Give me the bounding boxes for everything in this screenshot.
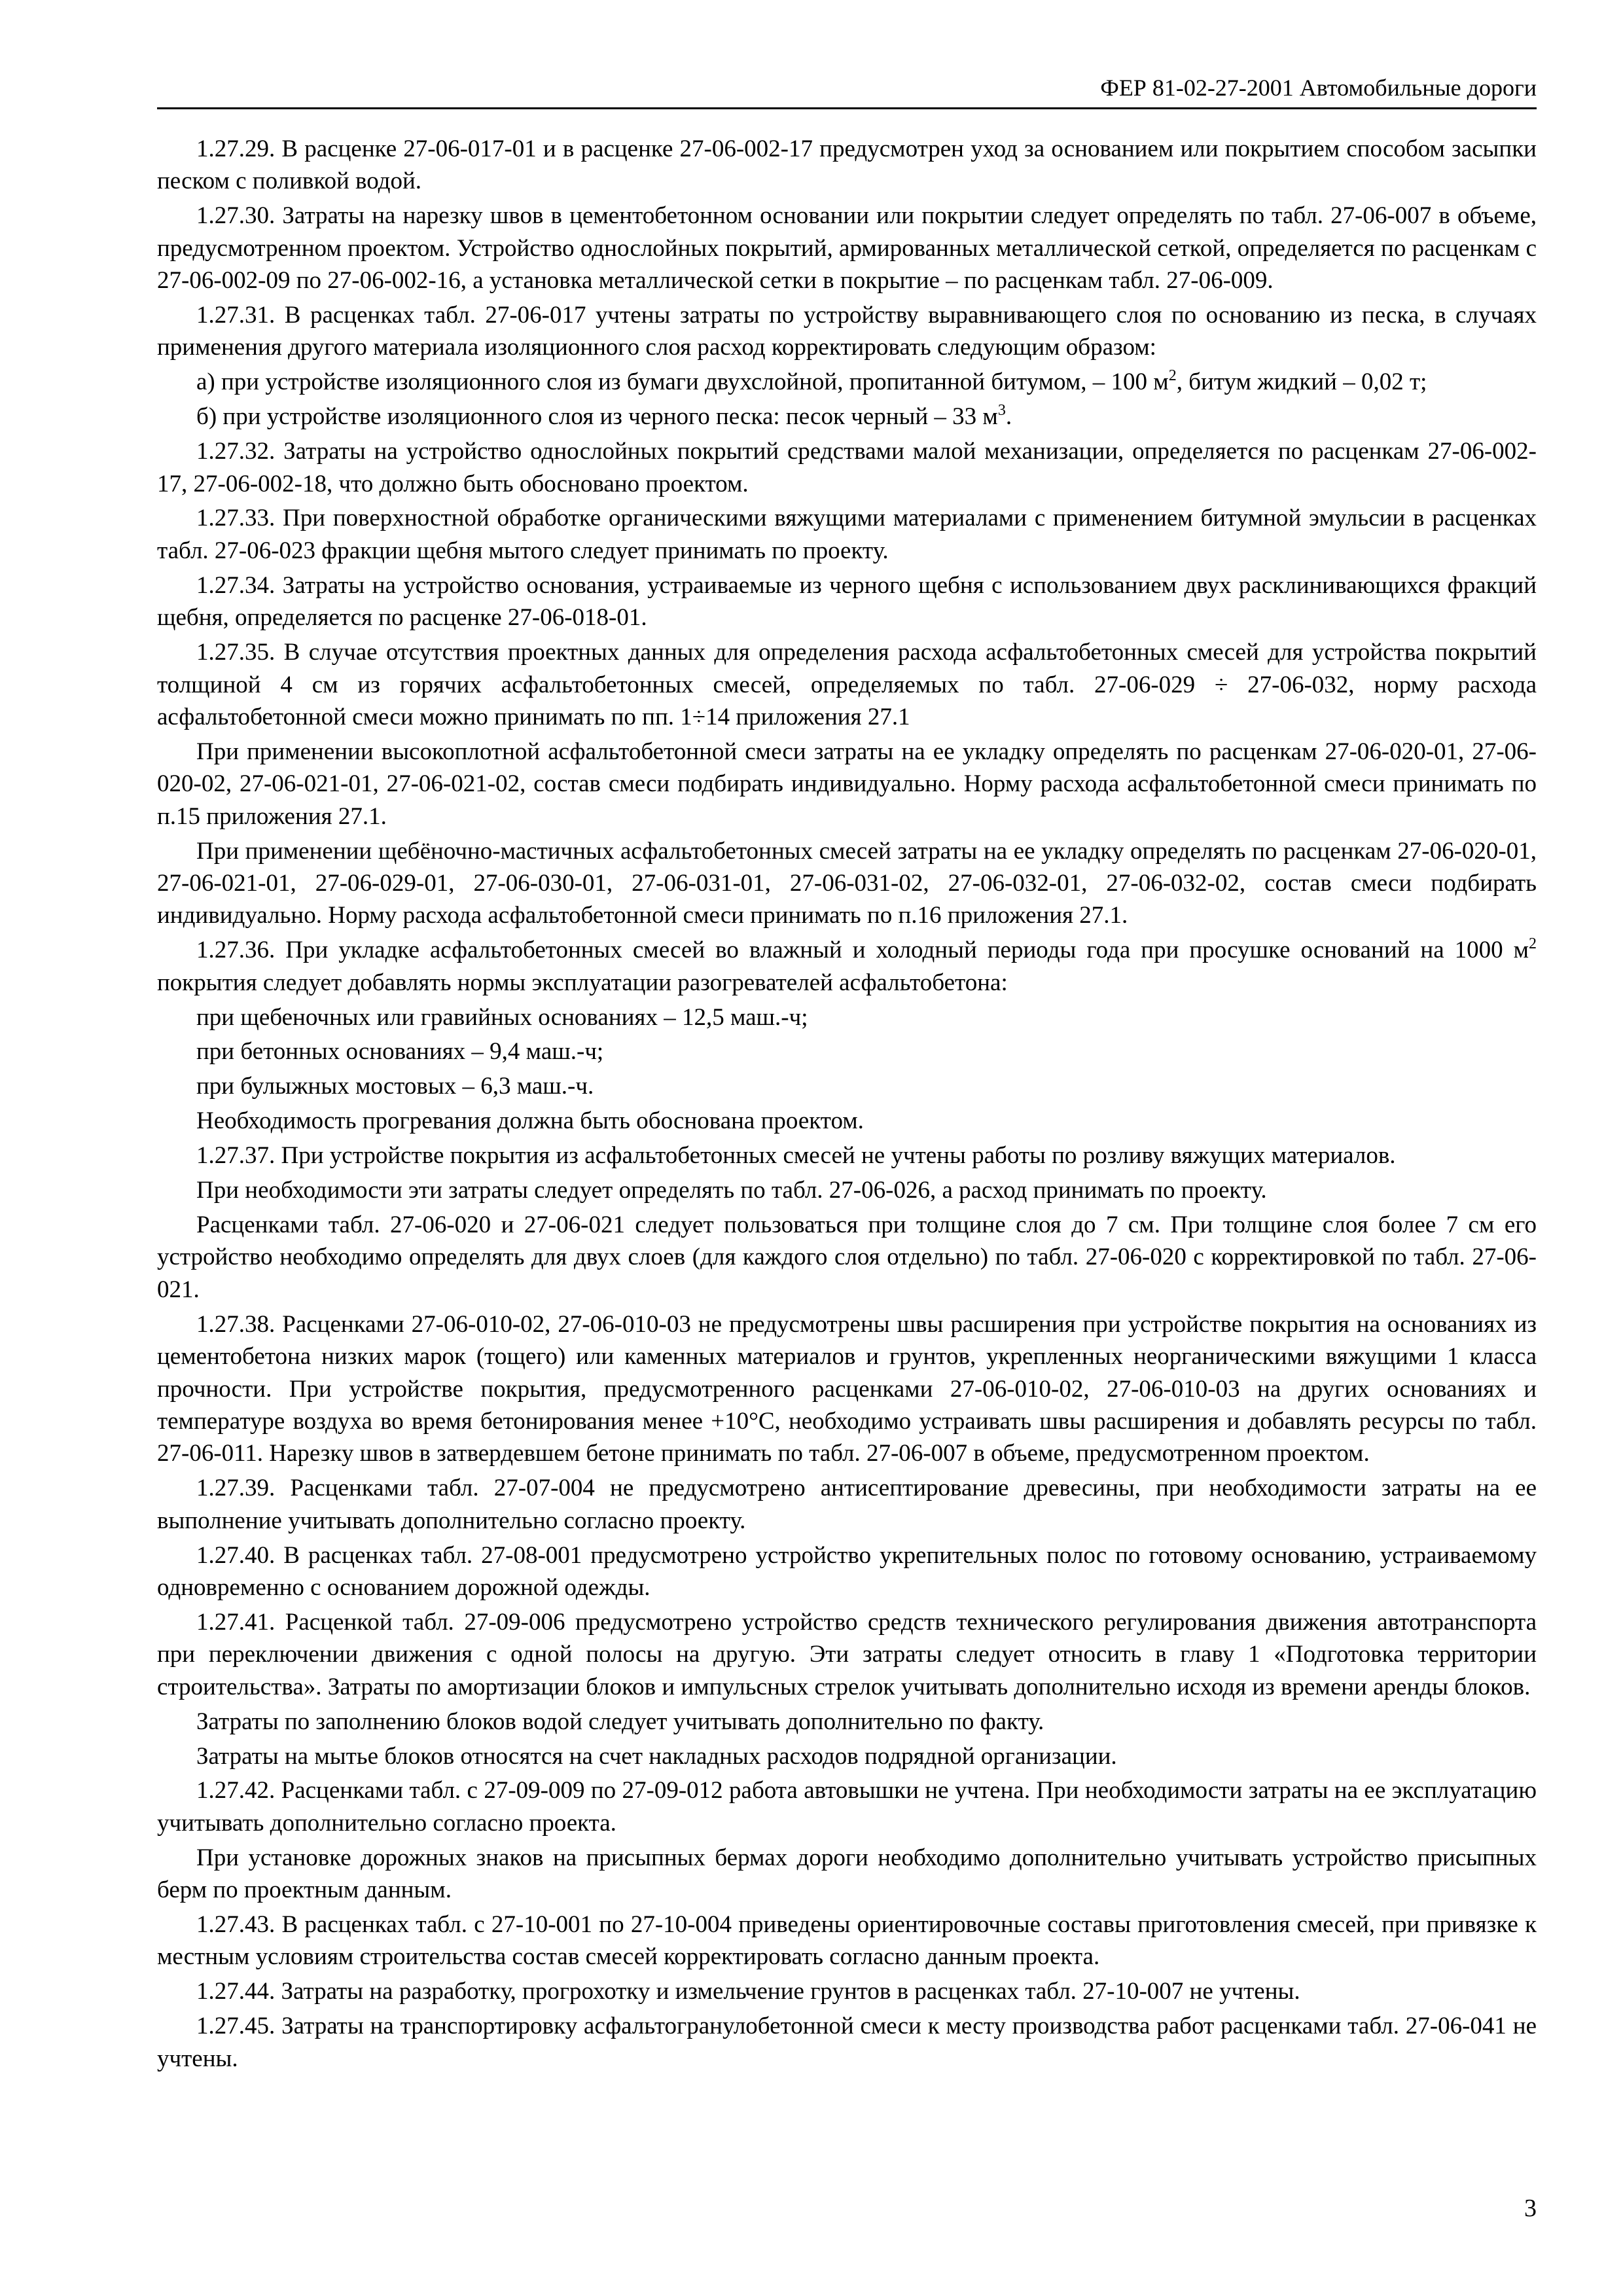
superscript: 2 — [1529, 935, 1537, 953]
paragraph: 1.27.36. При укладке асфальтобетонных смесей во влажный и холодный периоды года при просушке оснований на 1000 $м^2$ покрытия следует добавлять нормы эксплуатации разогревателей асфальтобетона: — [157, 935, 1537, 996]
paragraph: б) при устройстве изоляционного слоя из черного песка: песок черный – 33 $м^3$. — [196, 402, 1012, 431]
paragraph: при булыжных мостовых – 6,3 маш.-ч. — [196, 1073, 594, 1100]
paragraph: 1.27.39. Расценками табл. 27-07-004 не предусмотрено антисептирование древесины, при необходимости затраты на ее выполнение учитывать дополнительно согласно проекту. — [157, 1475, 1537, 1534]
paragraph: При необходимости эти затраты следует определять по табл. 27-06-026, а расход принимать по проекту. — [196, 1177, 1267, 1204]
paragraph: 1.27.37. При устройстве покрытия из асфальтобетонных смесей не учтены работы по розливу вяжущих материалов. — [196, 1142, 1396, 1170]
paragraph: 1.27.31. В расценках табл. 27-06-017 учтены затраты по устройству выравнивающего слоя по основанию из песка, в случаях применения другого материала изоляционного слоя расход корректировать следующим образом: — [157, 302, 1537, 361]
document-header-title: ФЕР 81-02-27-2001 Автомобильные дороги — [1100, 75, 1537, 101]
paragraph: 1.27.40. В расценках табл. 27-08-001 предусмотрено устройство укрепительных полос по готовому основанию, устраиваемому одновременно с основанием дорожной одежды. — [157, 1541, 1537, 1601]
page-number: 3 — [1524, 2195, 1537, 2222]
paragraph: 1.27.44. Затраты на разработку, прогрохотку и измельчение грунтов в расценках табл. 27-10-007 не учтены. — [196, 1978, 1300, 2005]
paragraph: При применении щебёночно-мастичных асфальтобетонных смесей затраты на ее укладку определять по расценкам 27-06-020-01, 27-06-021-01, 27-06-029-01, 27-06-030-01, 27-06-031-01, 27-06-031-02, 27-06-032-01, 27-06-032-02, состав смеси подбирать индивидуально. Норму расхода асфальтобетонной смеси принимать по п.16 приложения 27.1. — [157, 837, 1537, 929]
paragraph: 1.27.35. В случае отсутствия проектных данных для определения расхода асфальтобетонных смесей для устройства покрытий толщиной 4 см из горячих асфальтобетонных смесей, определяемых по табл. 27-06-029 ÷ 27-06-032, норму расхода асфальтобетонной смеси можно принимать по пп. 1÷14 приложения 27.1 — [157, 639, 1537, 730]
superscript: 2 — [1168, 367, 1177, 385]
paragraph: 1.27.45. Затраты на транспортировку асфальтогранулобетонной смеси к месту производства работ расценками табл. 27-06-041 не учтены. — [157, 2013, 1537, 2072]
paragraph: 1.27.30. Затраты на нарезку швов в цементобетонном основании или покрытии следует определять по табл. 27-06-007 в объеме, предусмотренном проектом. Устройство однослойных покрытий, армированных металлической сеткой, определяется по расценкам с 27-06-002-09 по 27-06-002-16, а установка металлической сетки в покрытие – по расценкам табл. 27-06-009. — [157, 202, 1537, 295]
paragraph: При установке дорожных знаков на присыпных бермах дороги необходимо дополнительно учитывать устройство присыпных берм по проектным данным. — [157, 1844, 1537, 1904]
superscript: 3 — [997, 402, 1006, 420]
paragraph: 1.27.38. Расценками 27-06-010-02, 27-06-010-03 не предусмотрены швы расширения при устройстве покрытия на основаниях из цементобетона низких марок (тощего) или каменных материалов и грунтов, укрепленных неорганическими вяжущими 1 класса прочности. При устройстве покрытия, предусмотренного расценками 27-06-010-02, 27-06-010-03 на других основаниях и температуре воздуха во время бетонирования менее +10°С, необходимо устраивать швы расширения и добавлять ресурсы по табл. 27-06-011. Нарезку швов в затвердевшем бетоне принимать по табл. 27-06-007 в объеме, предусмотренном проектом. — [157, 1310, 1537, 1467]
paragraph: при бетонных основаниях – 9,4 маш.-ч; — [196, 1038, 604, 1066]
paragraph: При применении высокоплотной асфальтобетонной смеси затраты на ее укладку определять по расценкам 27-06-020-01, 27-06-020-02, 27-06-021-01, 27-06-021-02, состав смеси подбирать индивидуально. Норму расхода асфальтобетонной смеси принимать по п.15 приложения 27.1. — [157, 738, 1537, 830]
paragraph: 1.27.32. Затраты на устройство однослойных покрытий средствами малой механизации, определяется по расценкам 27-06-002-17, 27-06-002-18, что должно быть обосновано проектом. — [157, 438, 1537, 497]
paragraph: 1.27.33. При поверхностной обработке органическими вяжущими материалами с применением битумной эмульсии в расценках табл. 27-06-023 фракции щебня мытого следует принимать по проекту. — [157, 505, 1537, 564]
paragraph: 1.27.34. Затраты на устройство основания, устраиваемые из черного щебня с использованием двух расклинивающихся фракций щебня, определяется по расценке 27-06-018-01. — [157, 571, 1537, 632]
paragraph: 1.27.41. Расценкой табл. 27-09-006 предусмотрено устройство средств технического регулирования движения автотранспорта при переключении движения с одной полосы на другую. Эти затраты следует относить в главу 1 «Подготовка территории строительства». Затраты по амортизации блоков и импульсных стрелок учитывать дополнительно исходя из времени аренды блоков. — [157, 1608, 1537, 1700]
paragraph: 1.27.42. Расценками табл. с 27-09-009 по 27-09-012 работа автовышки не учтена. При необходимости затраты на ее эксплуатацию учитывать дополнительно согласно проекта. — [157, 1777, 1537, 1837]
paragraph: 1.27.43. В расценках табл. с 27-10-001 по 27-10-004 приведены ориентировочные составы приготовления смесей, при привязке к местным условиям строительства состав смесей корректировать согласно данным проекта. — [157, 1911, 1537, 1971]
header-divider — [157, 107, 1537, 109]
document-body — [157, 133, 1537, 2075]
paragraph: 1.27.29. В расценке 27-06-017-01 и в расценке 27-06-002-17 предусмотрен уход за основанием или покрытием способом засыпки песком с поливкой водой. — [157, 135, 1537, 195]
paragraph: а) при устройстве изоляционного слоя из бумаги двухслойной, пропитанной битумом, – 100 $м^2$, битум жидкий – 0,02 т; — [196, 367, 1427, 396]
paragraph: Затраты на мытье блоков относятся на счет накладных расходов подрядной организации. — [196, 1742, 1117, 1770]
paragraph: Затраты по заполнению блоков водой следует учитывать дополнительно по факту. — [196, 1708, 1044, 1735]
paragraph: Расценками табл. 27-06-020 и 27-06-021 следует пользоваться при толщине слоя до 7 см. При толщине слоя более 7 см его устройство необходимо определять для двух слоев (для каждого слоя отдельно) по табл. 27-06-020 с корректировкой по табл. 27-06-021. — [157, 1211, 1537, 1303]
paragraph: Необходимость прогревания должна быть обоснована проектом. — [196, 1107, 864, 1135]
paragraph: при щебеночных или гравийных основаниях – 12,5 маш.-ч; — [196, 1003, 808, 1031]
